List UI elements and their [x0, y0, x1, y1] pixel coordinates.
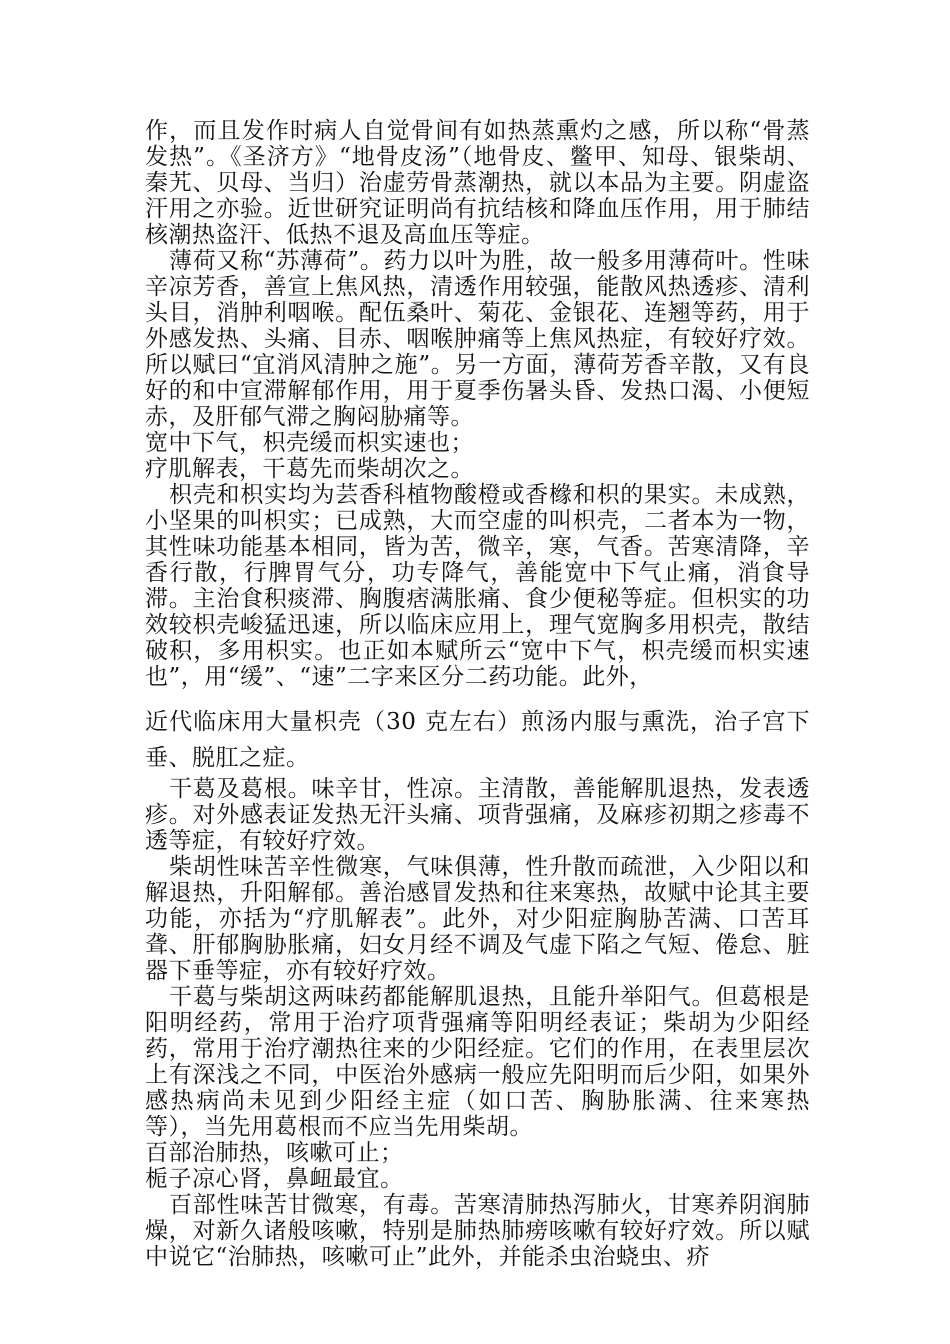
verse-line-baibu: 百部治肺热，咳嗽可止；	[145, 1140, 404, 1166]
paragraph-digupi-continued: 作，而且发作时病人自觉骨间有如热蒸熏灼之感，所以称“骨蒸发热”。《圣济方》“地骨皮汤”（地骨皮、鳖甲、知母、银柴胡、秦艽、贝母、当归）治虚劳骨蒸潮热，就以本品为主要。阴虚盗汗用之亦验。近世研究证明尚有抗结核和降血压作用，用于肺结核潮热盗汗、低热不退及高血压等症。	[145, 118, 810, 248]
paragraph-zhike-zhishi: 枳壳和枳实均为芸香科植物酸橙或香橼和枳的果实。未成熟，小坚果的叫枳实；已成熟，大而空虚的叫枳壳，二者本为一物，其性味功能基本相同，皆为苦，微辛，寒，气香。苦寒清降，辛香行散，行脾胃气分，功专降气，善能宽中下气止痛，消食导滞。主治食积痰滞、胸腹痞满胀痛、食少便秘等症。但枳实的功效较枳壳峻猛迅速，所以临床应用上，理气宽胸多用枳壳，散结破积，多用枳实。也正如本赋所云“宽中下气，枳壳缓而枳实速也”，用“缓”、“速”二字来区分二药功能。此外，	[145, 482, 810, 690]
paragraph-bohe: 薄荷又称“苏薄荷”。药力以叶为胜，故一般多用薄荷叶。性味辛凉芳香，善宣上焦风热，清透作用较强，能散风热透疹、清利头目，消肿利咽喉。配伍桑叶、菊花、金银花、连翘等药，用于外感发热、头痛、目赤、咽喉肿痛等上焦风热症，有较好疗效。所以赋曰“宜消风清肿之施”。另一方面，薄荷芳香辛散，又有良好的和中宣滞解郁作用，用于夏季伤暑头昏、发热口渴、小便短赤，及肝郁气滞之胸闷胁痛等。	[145, 248, 810, 430]
verse-line-zhizi: 栀子凉心肾，鼻衄最宜。	[145, 1166, 404, 1192]
verse-line-gange: 疗肌解表，干葛先而柴胡次之。	[145, 456, 474, 482]
document-body	[145, 118, 810, 1270]
paragraph-baibu: 百部性味苦甘微寒，有毒。苦寒清肺热泻肺火，甘寒养阴润肺燥，对新久诸般咳嗽，特别是肺热肺痨咳嗽有较好疗效。所以赋中说它“治肺热，咳嗽可止”此外，并能杀虫治蛲虫、疥	[145, 1192, 810, 1270]
paragraph-gange-vs-chaihu: 干葛与柴胡这两味药都能解肌退热，且能升举阳气。但葛根是阳明经药，常用于治疗项背强痛等阳明经表证；柴胡为少阳经药，常用于治疗潮热往来的少阳经症。它们的作用，在表里层次上有深浅之不同，中医治外感病一般应先阳明而后少阳，如果外感热病尚未见到少阳经主症（如口苦、胸胁胀满、往来寒热等），当先用葛根而不应当先用柴胡。	[145, 984, 810, 1140]
paragraph-chaihu: 柴胡性味苦辛性微寒，气味俱薄，性升散而疏泄，入少阳以和解退热，升阳解郁。善治感冒发热和往来寒热，故赋中论其主要功能，亦括为“疗肌解表”。此外，对少阳症胸胁苦满、口苦耳聋、肝郁胸胁胀痛，妇女月经不调及气虚下陷之气短、倦怠、脏器下垂等症，亦有较好疗效。	[145, 854, 810, 984]
paragraph-gange: 干葛及葛根。味辛甘，性凉。主清散，善能解肌退热，发表透疹。对外感表证发热无汗头痛、项背强痛，及麻疹初期之疹毒不透等症，有较好疗效。	[145, 776, 810, 854]
verse-line-zhike: 宽中下气，枳壳缓而枳实速也；	[145, 430, 474, 456]
paragraph-zhike-modern-use: 近代临床用大量枳壳（30 克左右）煎汤内服与熏洗，治子宫下垂、脱肛之症。	[145, 709, 810, 771]
